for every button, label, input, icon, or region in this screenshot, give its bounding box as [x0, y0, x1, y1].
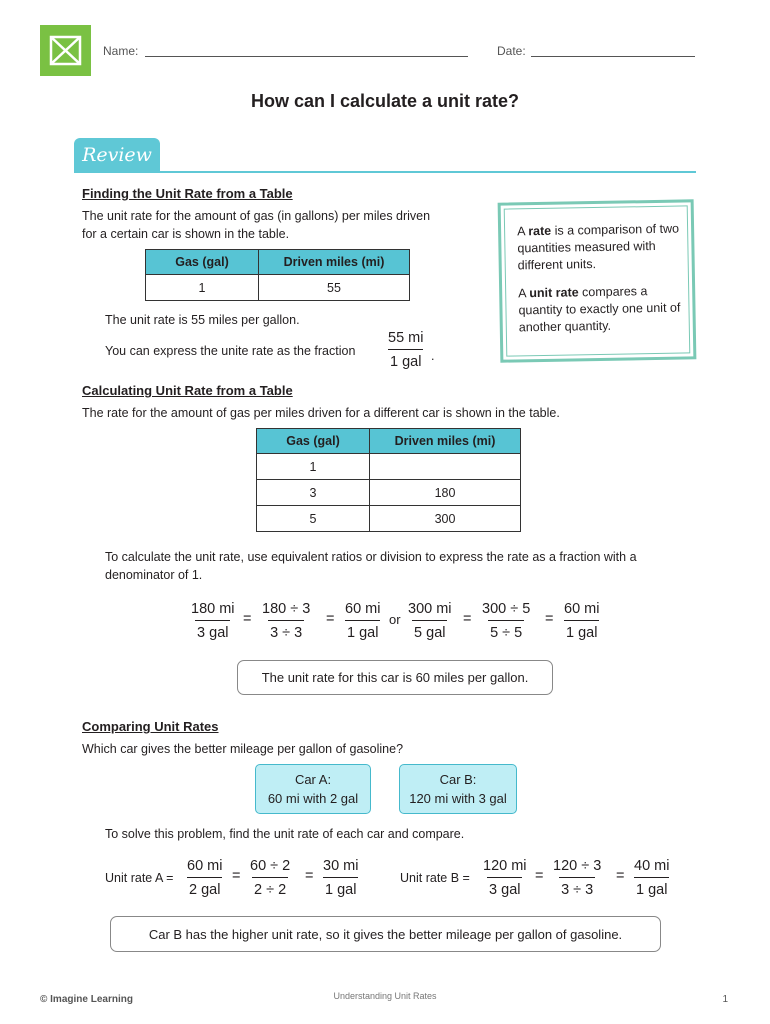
- table-cell: 180: [370, 480, 521, 506]
- unit-rate-statement: The unit rate is 55 miles per gallon.: [105, 313, 300, 327]
- equals-sign: =: [232, 868, 241, 884]
- table-header-miles: Driven miles (mi): [259, 250, 410, 275]
- equation-fraction: 180 mi 3 gal: [191, 601, 235, 641]
- rate-b-fraction: 120 mi 3 gal: [483, 858, 527, 898]
- explain-line2: denominator of 1.: [105, 568, 203, 582]
- fraction-55mi-per-gal: [386, 330, 425, 370]
- equals-sign: =: [616, 868, 625, 884]
- table-car-rates: [256, 428, 521, 532]
- car-b-box: [399, 764, 517, 814]
- rate-a-fraction: $\frac{60 \div 2}{2 \div 2}$: [250, 858, 291, 898]
- unit-rate-definition: A unit rate compares a quantity to exactly one unit of another quantity.: [518, 284, 681, 335]
- table-cell: [370, 454, 521, 480]
- table-cell: 5: [257, 506, 370, 532]
- explain-line1: To calculate the unit rate, use equivalent ratios or division to express the rate as a fraction with a: [105, 550, 637, 564]
- section1-intro-line2: for a certain car is shown in the table.: [82, 227, 290, 241]
- review-tab: Review: [74, 138, 160, 172]
- table-cell: 55: [259, 275, 410, 301]
- solve-instruction: To solve this problem, find the unit rate of each car and compare.: [105, 827, 465, 841]
- rate-b-fraction: $\frac{120 \div 3}{3 \div 3}$: [553, 858, 602, 898]
- table-unit-rate: [145, 249, 410, 301]
- equals-sign: =: [243, 611, 252, 627]
- table-row: [257, 506, 521, 532]
- car-b-detail: 120 mi with 3 gal: [409, 791, 507, 806]
- equals-sign: =: [463, 611, 472, 627]
- section2-intro: The rate for the amount of gas per miles driven for a different car is shown in the table.: [82, 406, 560, 420]
- table-row: [257, 480, 521, 506]
- unit-rate-b-label: Unit rate B =: [400, 871, 470, 885]
- equals-sign: =: [326, 611, 335, 627]
- equation-fraction: $\frac{300 \div 5}{5 \div 5}$: [482, 601, 531, 641]
- section-heading-comparing: Comparing Unit Rates: [82, 719, 219, 734]
- table-cell: 300: [370, 506, 521, 532]
- table-row: [146, 275, 410, 301]
- car-a-title: Car A:: [294, 772, 332, 787]
- table-cell: 1: [146, 275, 259, 301]
- car-a-box: [255, 764, 371, 814]
- table-header-gas: Gas (gal): [146, 250, 259, 275]
- table-cell: 3: [257, 480, 370, 506]
- equation-fraction: 60 mi 1 gal: [564, 601, 600, 641]
- fraction-numerator: 55 mi: [388, 330, 424, 346]
- rate-definition: A rate is a comparison of two quantities measured with different units.: [516, 221, 680, 273]
- equals-sign: =: [545, 611, 554, 627]
- section-heading-finding: Finding the Unit Rate from a Table: [82, 186, 293, 201]
- date-field-line[interactable]: [531, 56, 695, 57]
- table-cell: 1: [257, 454, 370, 480]
- review-divider: [74, 171, 696, 173]
- result-box-60mpg: The unit rate for this car is 60 miles per gallon.: [237, 660, 553, 695]
- period: .: [431, 349, 435, 363]
- definition-note: [498, 199, 697, 362]
- table-row: [257, 454, 521, 480]
- equals-sign: =: [535, 868, 544, 884]
- equation-fraction: 60 mi 1 gal: [345, 601, 381, 641]
- comparison-question: Which car gives the better mileage per gallon of gasoline?: [82, 742, 404, 756]
- unit-rate-a-label: Unit rate A =: [105, 871, 174, 885]
- equation-fraction: 300 mi 5 gal: [408, 601, 452, 641]
- footer-copyright: © Imagine Learning: [40, 994, 133, 1005]
- section-heading-calculating: Calculating Unit Rate from a Table: [82, 383, 293, 398]
- or-text: or: [389, 612, 401, 627]
- page-title: How can I calculate a unit rate?: [250, 91, 520, 111]
- fraction-denominator: 1 gal: [388, 349, 423, 370]
- section1-intro-line1: The unit rate for the amount of gas (in gallons) per miles driven: [82, 209, 431, 223]
- car-a-detail: 60 mi with 2 gal: [267, 791, 359, 806]
- page-number: 1: [722, 994, 728, 1005]
- equals-sign: =: [305, 868, 314, 884]
- table-header-gas: Gas (gal): [257, 429, 370, 454]
- equation-fraction: $\frac{180 \div 3}{3 \div 3}$: [262, 601, 311, 641]
- rate-a-fraction: 60 mi 2 gal: [187, 858, 223, 898]
- imagine-learning-logo: [40, 25, 91, 76]
- rate-b-fraction: 40 mi 1 gal: [634, 858, 670, 898]
- fraction-text: You can express the unite rate as the fraction: [105, 344, 356, 358]
- name-field-line[interactable]: [145, 56, 468, 57]
- footer-doc-title: Understanding Unit Rates: [333, 991, 437, 1001]
- rate-a-fraction: 30 mi 1 gal: [323, 858, 359, 898]
- car-b-title: Car B:: [439, 772, 477, 787]
- table-header-miles: Driven miles (mi): [370, 429, 521, 454]
- name-label: Name:: [103, 44, 139, 58]
- date-label: Date:: [497, 44, 526, 58]
- conclusion-box: Car B has the higher unit rate, so it gives the better mileage per gallon of gasoline.: [110, 916, 661, 952]
